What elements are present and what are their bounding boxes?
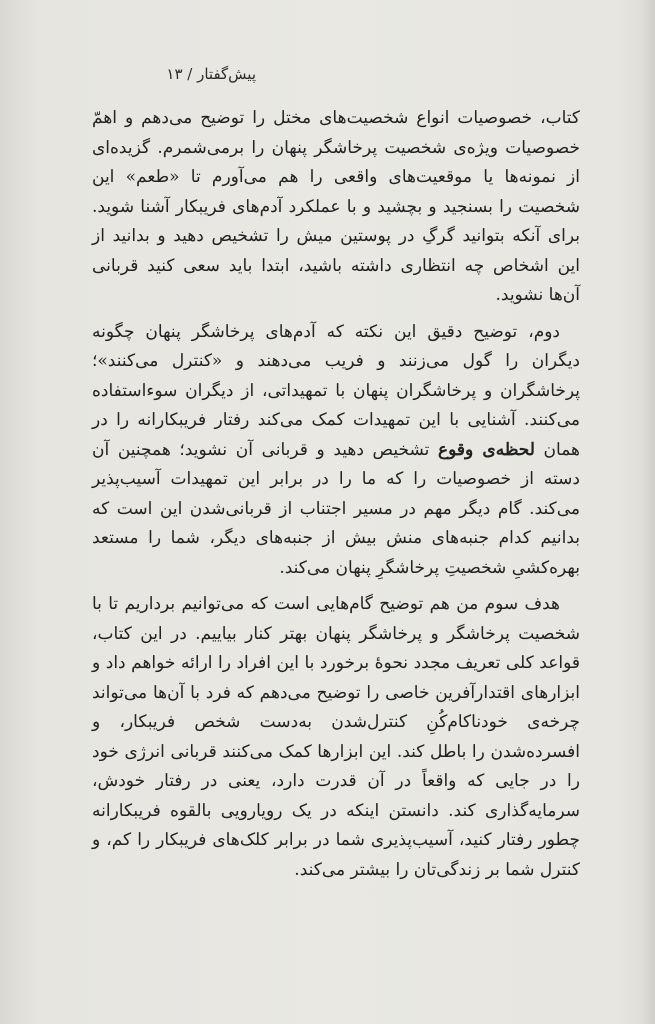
paragraph-3-text: هدف سوم من هم توضیح گام‌هایی است که می‌توانیم برداریم تا با شخصیت پرخاشگر و پرخاشگر پنهان بهتر کنار بیاییم. در این کتاب، قواعد کلی تعریف مجدد نحوهٔ برخورد با این افراد را ارائه خواهم داد و ابزارهای اقتدارآفرین خاصی را توضیح می‌دهم که فرد با آن‌ها می‌تواند چرخه‌ی خودناکام‌کُنِ کنترل‌شدن به‌دست شخص فریبکار، و افسرده‌شدن را باطل کند. این ابزارها کمک می‌کنند قربانی انرژی خود را در جایی که واقعاً در آن قدرت دارد، یعنی در رفتار خودش، سرمایه‌گذاری کند. دانستن اینکه در یک رویارویی بالقوه فریبکارانه چطور رفتار کنید، آسیب‌پذیری شما در برابر کلک‌های فریبکار را کم، و کنترل شما بر زندگی‌تان را بیشتر می‌کند. [92, 594, 580, 880]
paragraph-2-text-b: تشخیص دهید و قربانی آن نشوید؛ همچنین آن دسته از خصوصیات را که ما را در برابر این تمهیدات آسیب‌پذیر می‌کند. گام دیگر مهم در مسیر اجتناب از قربانی‌شدن این است که بدانیم کدام جنبه‌های منش بیش از جنبه‌های دیگر، شما را مستعد بهره‌کشیِ شخصیتِ پرخاشگرِ پنهان می‌کند. [92, 439, 580, 578]
body-text [92, 104, 580, 885]
paragraph-2-text-a: دوم، توضیح دقیق این نکته که آدم‌های پرخاشگر پنهان چگونه دیگران را گول می‌زنند و فریب می‌دهند و «کنترل می‌کنند»؛ پرخاشگران و پرخاشگران پنهان با تمهیداتی، از دیگران سوءاستفاده می‌کنند. آشنایی با این تمهیدات کمک می‌کند رفتار فریبکارانه را در همان [92, 321, 580, 460]
running-header: پیش‌گفتار / ۱۳ [166, 65, 256, 83]
paragraph-1-text: کتاب، خصوصیات انواع شخصیت‌های مختل را توضیح می‌دهم و اهمّ خصوصیات ویژه‌ی شخصیت پرخاشگر پنهان را برمی‌شمرم. گزیده‌ای از نمونه‌ها یا موقعیت‌های واقعی را هم می‌آورم تا «طعم» این شخصیت را بسنجید و بچشید و با عملکرد آدم‌های فریبکار آشنا شوید. برای آنکه بتوانید گرگِ در پوستین میش را تشخیص دهید و بدانید از این اشخاص چه انتظاری داشته باشید، ابتدا باید سعی کنید قربانی آن‌ها نشوید. [92, 108, 580, 305]
emphasis-moment-of-occurrence: لحظه‌ی وقوع [438, 439, 535, 460]
paragraph-2 [92, 318, 580, 584]
page-edge-shadow [641, 0, 655, 1024]
paragraph-1 [92, 104, 580, 311]
paragraph-3 [92, 590, 580, 885]
